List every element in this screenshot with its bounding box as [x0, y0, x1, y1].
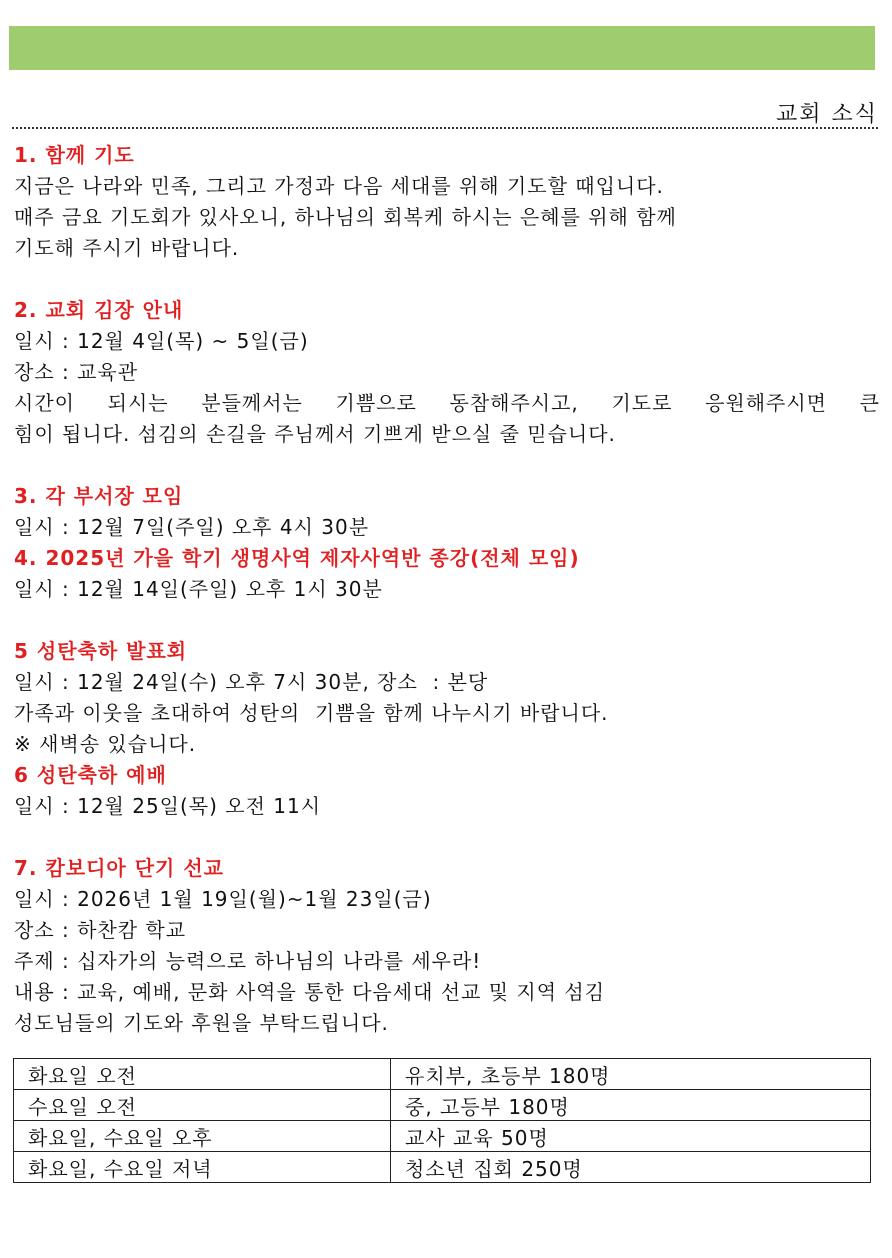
spacer [14, 822, 880, 853]
text-line: 일시 : 12월 14일(주일) 오후 1시 30분 [14, 577, 383, 601]
table-row [14, 1152, 871, 1183]
table-row [14, 1121, 871, 1152]
heading-christmas-performance: 5 성탄축하 발표회 [14, 639, 188, 663]
text-line: 가족과 이웃을 초대하여 성탄의 기쁨을 함께 나누시기 바랍니다. [14, 701, 609, 725]
table-cell-target: 교사 교육 50명 [391, 1121, 871, 1152]
heading-kimjang: 2. 교회 김장 안내 [14, 298, 184, 322]
table-row [14, 1090, 871, 1121]
text-line: 내용 : 교육, 예배, 문화 사역을 통한 다음세대 선교 및 지역 섬김 [14, 980, 606, 1004]
text-line: 기도해 주시기 바랍니다. [14, 236, 240, 260]
spacer [14, 605, 880, 636]
text-line: 지금은 나라와 민족, 그리고 가정과 다음 세대를 위해 기도할 때입니다. [14, 174, 664, 198]
table-cell-time: 화요일 오전 [14, 1059, 391, 1090]
heading-leaders-meeting: 3. 각 부서장 모임 [14, 484, 184, 508]
header-accent-bar [9, 26, 875, 70]
text-line: ※ 새벽송 있습니다. [14, 732, 197, 756]
mission-schedule-table [13, 1058, 871, 1183]
text-line: 시간이 되시는 분들께서는 기쁨으로 동참해주시고, 기도로 응원해주시면 큰 [14, 391, 880, 415]
heading-discipleship-closing: 4. 2025년 가을 학기 생명사역 제자사역반 종강(전체 모임) [14, 546, 580, 570]
announcements [14, 140, 880, 1039]
text-line: 주제 : 십자가의 능력으로 하나님의 나라를 세우라! [14, 949, 482, 973]
text-line: 힘이 됩니다. 섬김의 손길을 주님께서 기쁘게 받으실 줄 믿습니다. [14, 422, 616, 446]
text-line: 일시 : 12월 24일(수) 오후 7시 30분, 장소 : 본당 [14, 670, 489, 694]
spacer [14, 450, 880, 481]
table-cell-time: 화요일, 수요일 저녁 [14, 1152, 391, 1183]
heading-christmas-service: 6 성탄축하 예배 [14, 763, 167, 787]
text-line: 장소 : 교육관 [14, 360, 139, 384]
table-row [14, 1059, 871, 1090]
text-line: 장소 : 하찬캄 학교 [14, 918, 187, 942]
text-line: 성도님들의 기도와 후원을 부탁드립니다. [14, 1011, 389, 1035]
table-cell-target: 유치부, 초등부 180명 [391, 1059, 871, 1090]
table-cell-target: 중, 고등부 180명 [391, 1090, 871, 1121]
text-line: 일시 : 12월 4일(목) ~ 5일(금) [14, 329, 309, 353]
heading-cambodia-mission: 7. 캄보디아 단기 선교 [14, 856, 224, 880]
text-line: 일시 : 2026년 1월 19일(월)~1월 23일(금) [14, 887, 432, 911]
table-cell-time: 화요일, 수요일 오후 [14, 1121, 391, 1152]
table-cell-target: 청소년 집회 250명 [391, 1152, 871, 1183]
section-title: 교회 소식 [775, 102, 878, 127]
text-line: 일시 : 12월 25일(목) 오전 11시 [14, 794, 322, 818]
heading-prayer: 1. 함께 기도 [14, 143, 135, 167]
dotted-divider [12, 127, 878, 129]
text-line: 매주 금요 기도회가 있사오니, 하나님의 회복케 하시는 은혜를 위해 함께 [14, 205, 677, 229]
table-cell-time: 수요일 오전 [14, 1090, 391, 1121]
text-line: 일시 : 12월 7일(주일) 오후 4시 30분 [14, 515, 370, 539]
spacer [14, 264, 880, 295]
